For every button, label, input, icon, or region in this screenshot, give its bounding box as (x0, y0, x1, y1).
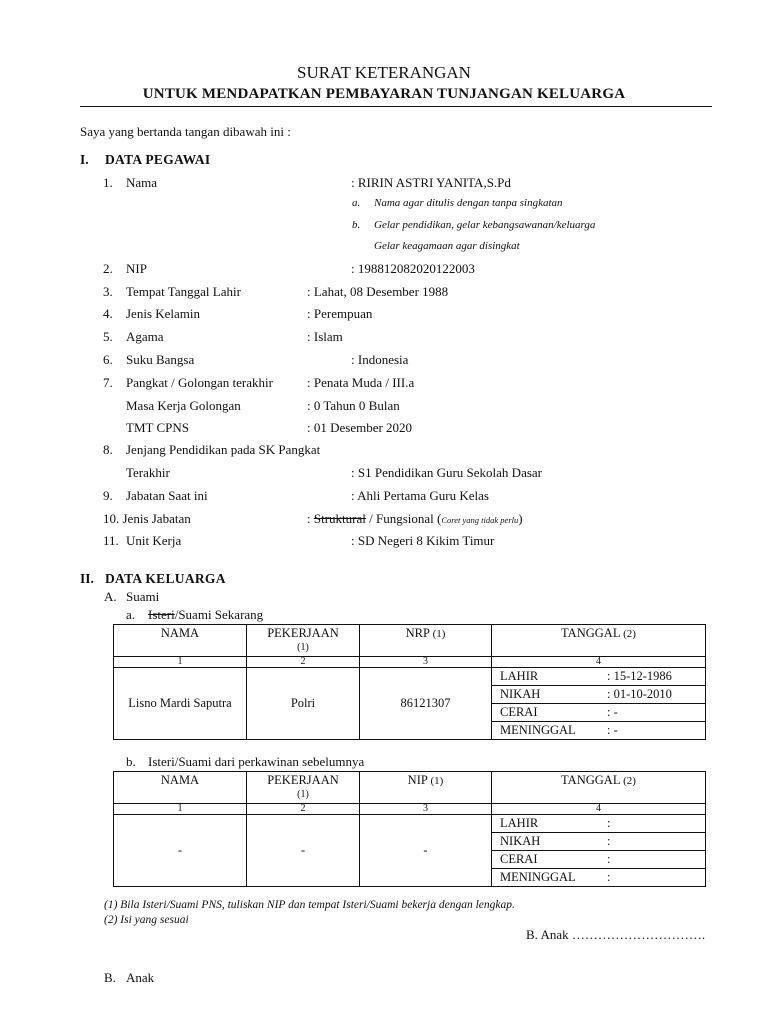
date-label: MENINGGAL (500, 870, 576, 884)
date-label: NIKAH (500, 687, 541, 701)
header-tanggal (492, 772, 706, 804)
subsection-a-label (148, 607, 263, 623)
subsection-b-mark: b. (126, 754, 136, 769)
row-label: Jabatan Saat ini (126, 488, 208, 503)
current-spouse-table (113, 624, 706, 740)
date-value: : (607, 834, 611, 848)
header-pekerjaan-note: (1) (297, 789, 309, 800)
date-value: : (607, 870, 611, 884)
row-label: Suku Bangsa (126, 352, 195, 367)
title-underline (80, 106, 712, 107)
footnote-1: (1) Bila Isteri/Suami PNS, tuliskan NIP dan tempat Isteri/Suami bekerja dengan lengkap. (104, 899, 515, 911)
prev-spouse-dates (492, 815, 706, 887)
intro-text: Saya yang bertanda tangan dibawah ini : (80, 124, 291, 139)
row-value: : Indonesia (351, 352, 409, 367)
spouse-nrp: 86121307 (360, 668, 492, 740)
row-value: : SD Negeri 8 Kikim Timur (351, 533, 495, 548)
section-2-title: DATA KELUARGA (105, 571, 226, 586)
header-tanggal (492, 625, 706, 657)
row-value: : Islam (307, 329, 343, 344)
header-tanggal-label: TANGGAL (561, 626, 620, 640)
fungsional-text: / Fungsional ( (365, 511, 442, 526)
date-value: : 15-12-1986 (607, 669, 672, 683)
row-label: Pangkat / Golongan terakhir (126, 375, 273, 390)
subsection-a-mark: a. (126, 607, 136, 622)
section-1-title: DATA PEGAWAI (105, 152, 211, 167)
date-label: NIKAH (500, 834, 541, 848)
previous-spouse-table (113, 771, 706, 887)
row-label: Agama (126, 329, 164, 344)
header-pekerjaan-note: (1) (297, 642, 309, 653)
note-b-text-2: Gelar keagamaan agar disingkat (374, 240, 520, 252)
col-number: 2 (247, 804, 360, 815)
coret-note: Coret yang tidak perlu (441, 515, 519, 525)
header-pekerjaan (247, 625, 360, 657)
header-nrp (360, 625, 492, 657)
header-nrp-label: NRP (405, 626, 430, 640)
row-value: : 198812082020122003 (351, 261, 475, 276)
colon: : (307, 511, 311, 526)
suami-sekarang-text: /Suami Sekarang (174, 607, 264, 622)
spouse-name: Lisno Mardi Saputra (114, 668, 247, 740)
row-label: TMT CPNS (126, 420, 189, 435)
date-value: : (607, 852, 611, 866)
row-number: 4. (103, 306, 113, 321)
row-number: 5. (103, 329, 113, 344)
row-value: : RIRIN ASTRI YANITA,S.Pd (351, 175, 511, 190)
date-label: LAHIR (500, 669, 539, 683)
isteri-struck: Isteri (148, 607, 175, 622)
date-value: : (607, 816, 611, 830)
section-2-number: II. (80, 571, 94, 586)
row-label: Terakhir (126, 465, 170, 480)
date-value: : - (607, 705, 618, 719)
date-label: CERAI (500, 852, 538, 866)
header-pekerjaan-label: PEKERJAAN (267, 773, 339, 787)
anak-label: Anak (126, 970, 155, 985)
prev-spouse-job: - (247, 815, 360, 887)
row-value: : Lahat, 08 Desember 1988 (307, 284, 449, 299)
header-pekerjaan (247, 772, 360, 804)
row-number: 6. (103, 352, 113, 367)
spouse-dates (492, 668, 706, 740)
row-label: Masa Kerja Golongan (126, 398, 241, 413)
row-number: 11. (103, 533, 119, 548)
header-pekerjaan-label: PEKERJAAN (267, 626, 339, 640)
spouse-job: Polri (247, 668, 360, 740)
note-b-text: Gelar pendidikan, gelar kebangsawanan/keluarga (374, 219, 596, 231)
col-number: 2 (247, 657, 360, 668)
row-value: : S1 Pendidikan Guru Sekolah Dasar (351, 465, 543, 480)
date-label: CERAI (500, 705, 538, 719)
close-paren: ) (518, 511, 523, 526)
row-value (307, 511, 523, 527)
row-label: Nama (126, 175, 158, 190)
note-a-text: Nama agar ditulis dengan tanpa singkatan (374, 197, 563, 209)
suami-mark: A. (104, 589, 117, 604)
date-label: LAHIR (500, 816, 539, 830)
anak-right-label: B. Anak …………………………. (526, 927, 706, 942)
col-number: 1 (114, 657, 247, 668)
note-a-mark: a. (352, 197, 361, 209)
section-1-number: I. (80, 152, 89, 167)
row-number: 8. (103, 442, 113, 457)
header-nama: NAMA (114, 625, 247, 657)
row-label: Unit Kerja (126, 533, 182, 548)
header-nip-label: NIP (407, 773, 428, 787)
row-label: Jenis Kelamin (126, 306, 201, 321)
prev-spouse-nip: - (360, 815, 492, 887)
col-number: 4 (492, 657, 706, 668)
row-value: : Perempuan (307, 306, 373, 321)
table-row (114, 815, 706, 887)
row-number: 1. (103, 175, 113, 190)
date-label: MENINGGAL (500, 723, 576, 737)
header-tanggal-note: (2) (623, 628, 636, 640)
suami-label: Suami (126, 589, 160, 604)
header-tanggal-label: TANGGAL (561, 773, 620, 787)
row-label: Jenjang Pendidikan pada SK Pangkat (126, 442, 321, 457)
row-number: 7. (103, 375, 113, 390)
struktural-struck: Struktural (313, 511, 366, 526)
footnote-2: (2) Isi yang sesuai (104, 914, 189, 926)
col-number: 4 (492, 804, 706, 815)
row-label: Tempat Tanggal Lahir (126, 284, 241, 299)
header-nama: NAMA (114, 772, 247, 804)
header-nip-note: (1) (430, 775, 444, 787)
col-number: 3 (360, 804, 492, 815)
row-value: : Ahli Pertama Guru Kelas (351, 488, 489, 503)
row-number: 2. (103, 261, 113, 276)
row-label: NIP (126, 261, 147, 276)
col-number: 1 (114, 804, 247, 815)
prev-spouse-name: - (114, 815, 247, 887)
anak-mark: B. (104, 970, 116, 985)
header-tanggal-note: (2) (623, 775, 636, 787)
table-row (114, 668, 706, 740)
row-value: : 0 Tahun 0 Bulan (307, 398, 400, 413)
subsection-b-label: Isteri/Suami dari perkawinan sebelumnya (148, 754, 365, 769)
col-number: 3 (360, 657, 492, 668)
date-value: : 01-10-2010 (607, 687, 672, 701)
document-title: SURAT KETERANGAN (297, 63, 471, 82)
date-value: : - (607, 723, 618, 737)
row-number: 9. (103, 488, 113, 503)
row-value: : Penata Muda / III.a (307, 375, 415, 390)
row-label: 10. Jenis Jabatan (103, 511, 191, 526)
header-nrp-note: (1) (432, 628, 446, 640)
header-nip (360, 772, 492, 804)
document-subtitle: UNTUK MENDAPATKAN PEMBAYARAN TUNJANGAN KELUARGA (142, 86, 626, 102)
row-number: 3. (103, 284, 113, 299)
row-value: : 01 Desember 2020 (307, 420, 413, 435)
note-b-mark: b. (352, 219, 361, 231)
